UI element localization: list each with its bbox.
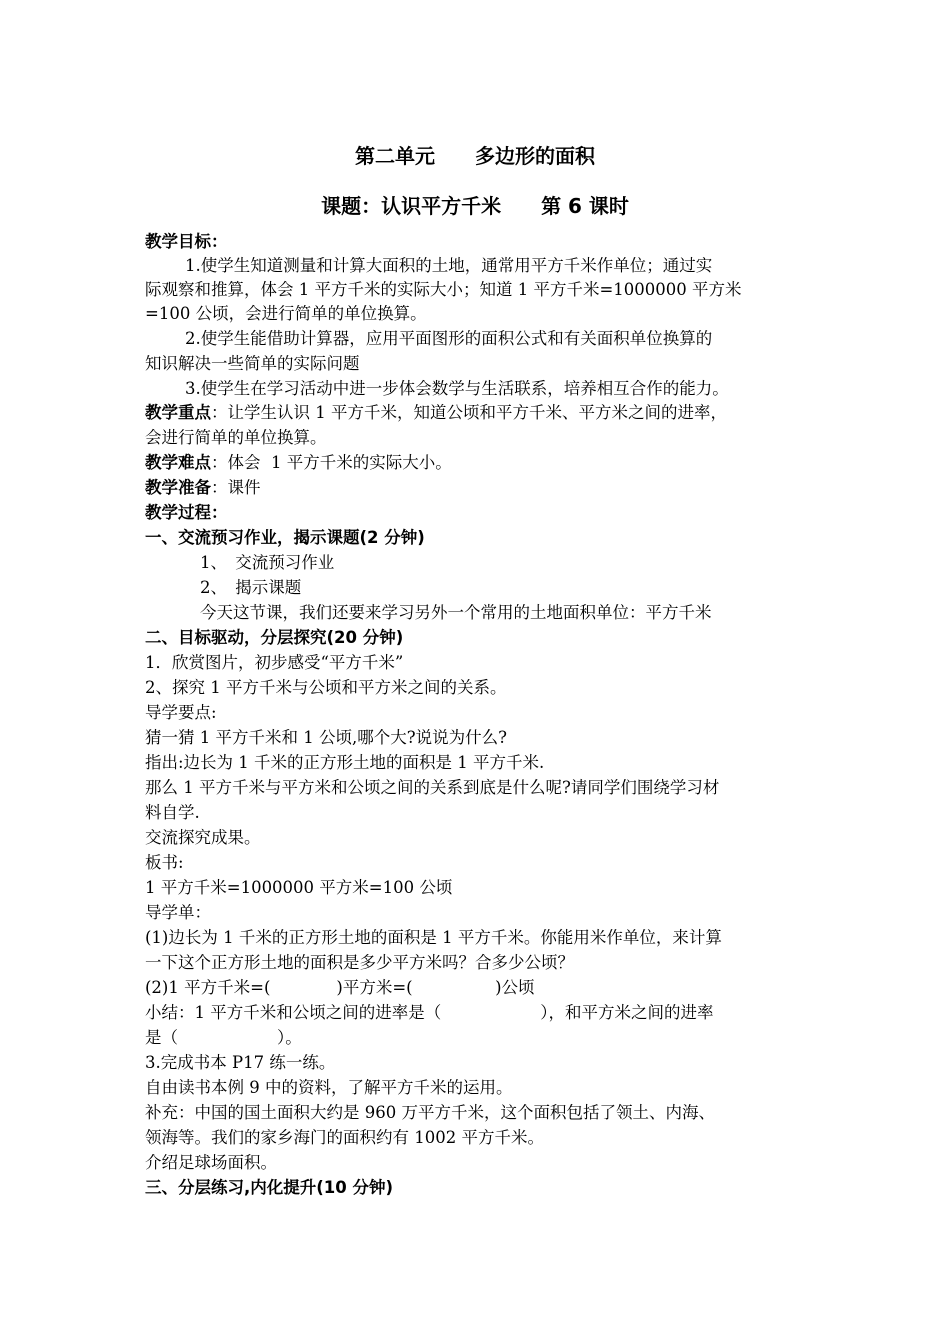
process-heading: 教学过程： [145, 503, 228, 522]
section-2-line: 领海等。我们的家乡海门的面积约有 1002 平方千米。 [145, 1128, 544, 1147]
section-1-intro: 今天这节课，我们还要来学习另外一个常用的土地面积单位：平方千米 [200, 603, 712, 622]
section-2-line: 1．欣赏图片，初步感受“平方千米” [145, 653, 404, 672]
section-2-heading: 二、目标驱动，分层探究(20 分钟) [145, 628, 404, 647]
goals-heading: 教学目标： [145, 232, 228, 251]
section-1-heading: 一、交流预习作业，揭示课题(2 分钟) [145, 528, 425, 547]
difficulty-text: ：体会 1 平方千米的实际大小。 [211, 453, 452, 472]
section-1-item-2: 2、 揭示课题 [200, 578, 302, 597]
key-point-label: 教学重点 [145, 403, 211, 422]
lesson-title: 课题：认识平方千米 第 6 课时 [321, 194, 629, 218]
key-point-line-2: 会进行简单的单位换算。 [145, 428, 327, 447]
section-2-line: 板书: [145, 853, 184, 872]
section-2-line: 介绍足球场面积。 [145, 1153, 277, 1172]
goal-1-line-3: =100 公顷，会进行简单的单位换算。 [145, 304, 427, 323]
section-2-line: 自由读书本例 9 中的资料，了解平方千米的运用。 [145, 1078, 513, 1097]
preparation-label: 教学准备 [145, 478, 211, 497]
section-2-line: 交流探究成果。 [145, 828, 261, 847]
section-2-line: 导学单： [145, 903, 211, 922]
goal-1-line-2: 际观察和推算，体会 1 平方千米的实际大小；知道 1 平方千米=1000000 平方米 [145, 280, 742, 299]
section-2-line: 一下这个正方形土地的面积是多少平方米吗？合多少公顷？ [145, 953, 574, 972]
section-1-item-1: 1、 交流预习作业 [200, 553, 335, 572]
key-point-line-1 [145, 401, 727, 425]
section-2-line: 指出:边长为 1 千米的正方形土地的面积是 1 平方千米. [145, 753, 545, 772]
section-2-line: (2)1 平方千米=( )平方米=( )公顷 [145, 978, 535, 997]
difficulty-line [145, 451, 452, 475]
section-2-line: 料自学. [145, 803, 200, 822]
section-2-line: 2、探究 1 平方千米与公顷和平方米之间的关系。 [145, 678, 507, 697]
section-2-line: 小结：1 平方千米和公顷之间的进率是（ ），和平方米之间的进率 [145, 1003, 714, 1022]
preparation-line [145, 476, 261, 500]
key-point-text: ：让学生认识 1 平方千米，知道公顷和平方千米、平方米之间的进率， [211, 403, 727, 422]
section-2-line: 是（ ）。 [145, 1028, 302, 1047]
goal-2-line-2: 知识解决一些简单的实际问题 [145, 354, 360, 373]
section-2-line: 1 平方千米=1000000 平方米=100 公顷 [145, 878, 453, 897]
goal-2-line-1: 2.使学生能借助计算器，应用平面图形的面积公式和有关面积单位换算的 [185, 329, 713, 348]
section-2-line: 导学要点: [145, 703, 217, 722]
goal-3: 3.使学生在学习活动中进一步体会数学与生活联系，培养相互合作的能力。 [185, 379, 729, 398]
section-2-line: (1)边长为 1 千米的正方形土地的面积是 1 平方千米。你能用米作单位，来计算 [145, 928, 722, 947]
unit-title: 第二单元 多边形的面积 [355, 144, 595, 168]
preparation-text: ：课件 [211, 478, 261, 497]
section-2-line: 3.完成书本 P17 练一练。 [145, 1053, 336, 1072]
section-3-heading: 三、分层练习,内化提升(10 分钟) [145, 1178, 394, 1197]
difficulty-label: 教学难点 [145, 453, 211, 472]
section-2-line: 猜一猜 1 平方千米和 1 公顷,哪个大?说说为什么? [145, 728, 507, 747]
goal-1-line-1: 1.使学生知道测量和计算大面积的土地，通常用平方千米作单位；通过实 [185, 256, 713, 275]
section-2-line: 补充：中国的国土面积大约是 960 万平方千米，这个面积包括了领土、内海、 [145, 1103, 715, 1122]
section-2-line: 那么 1 平方千米与平方米和公顷之间的关系到底是什么呢?请同学们围绕学习材 [145, 778, 720, 797]
